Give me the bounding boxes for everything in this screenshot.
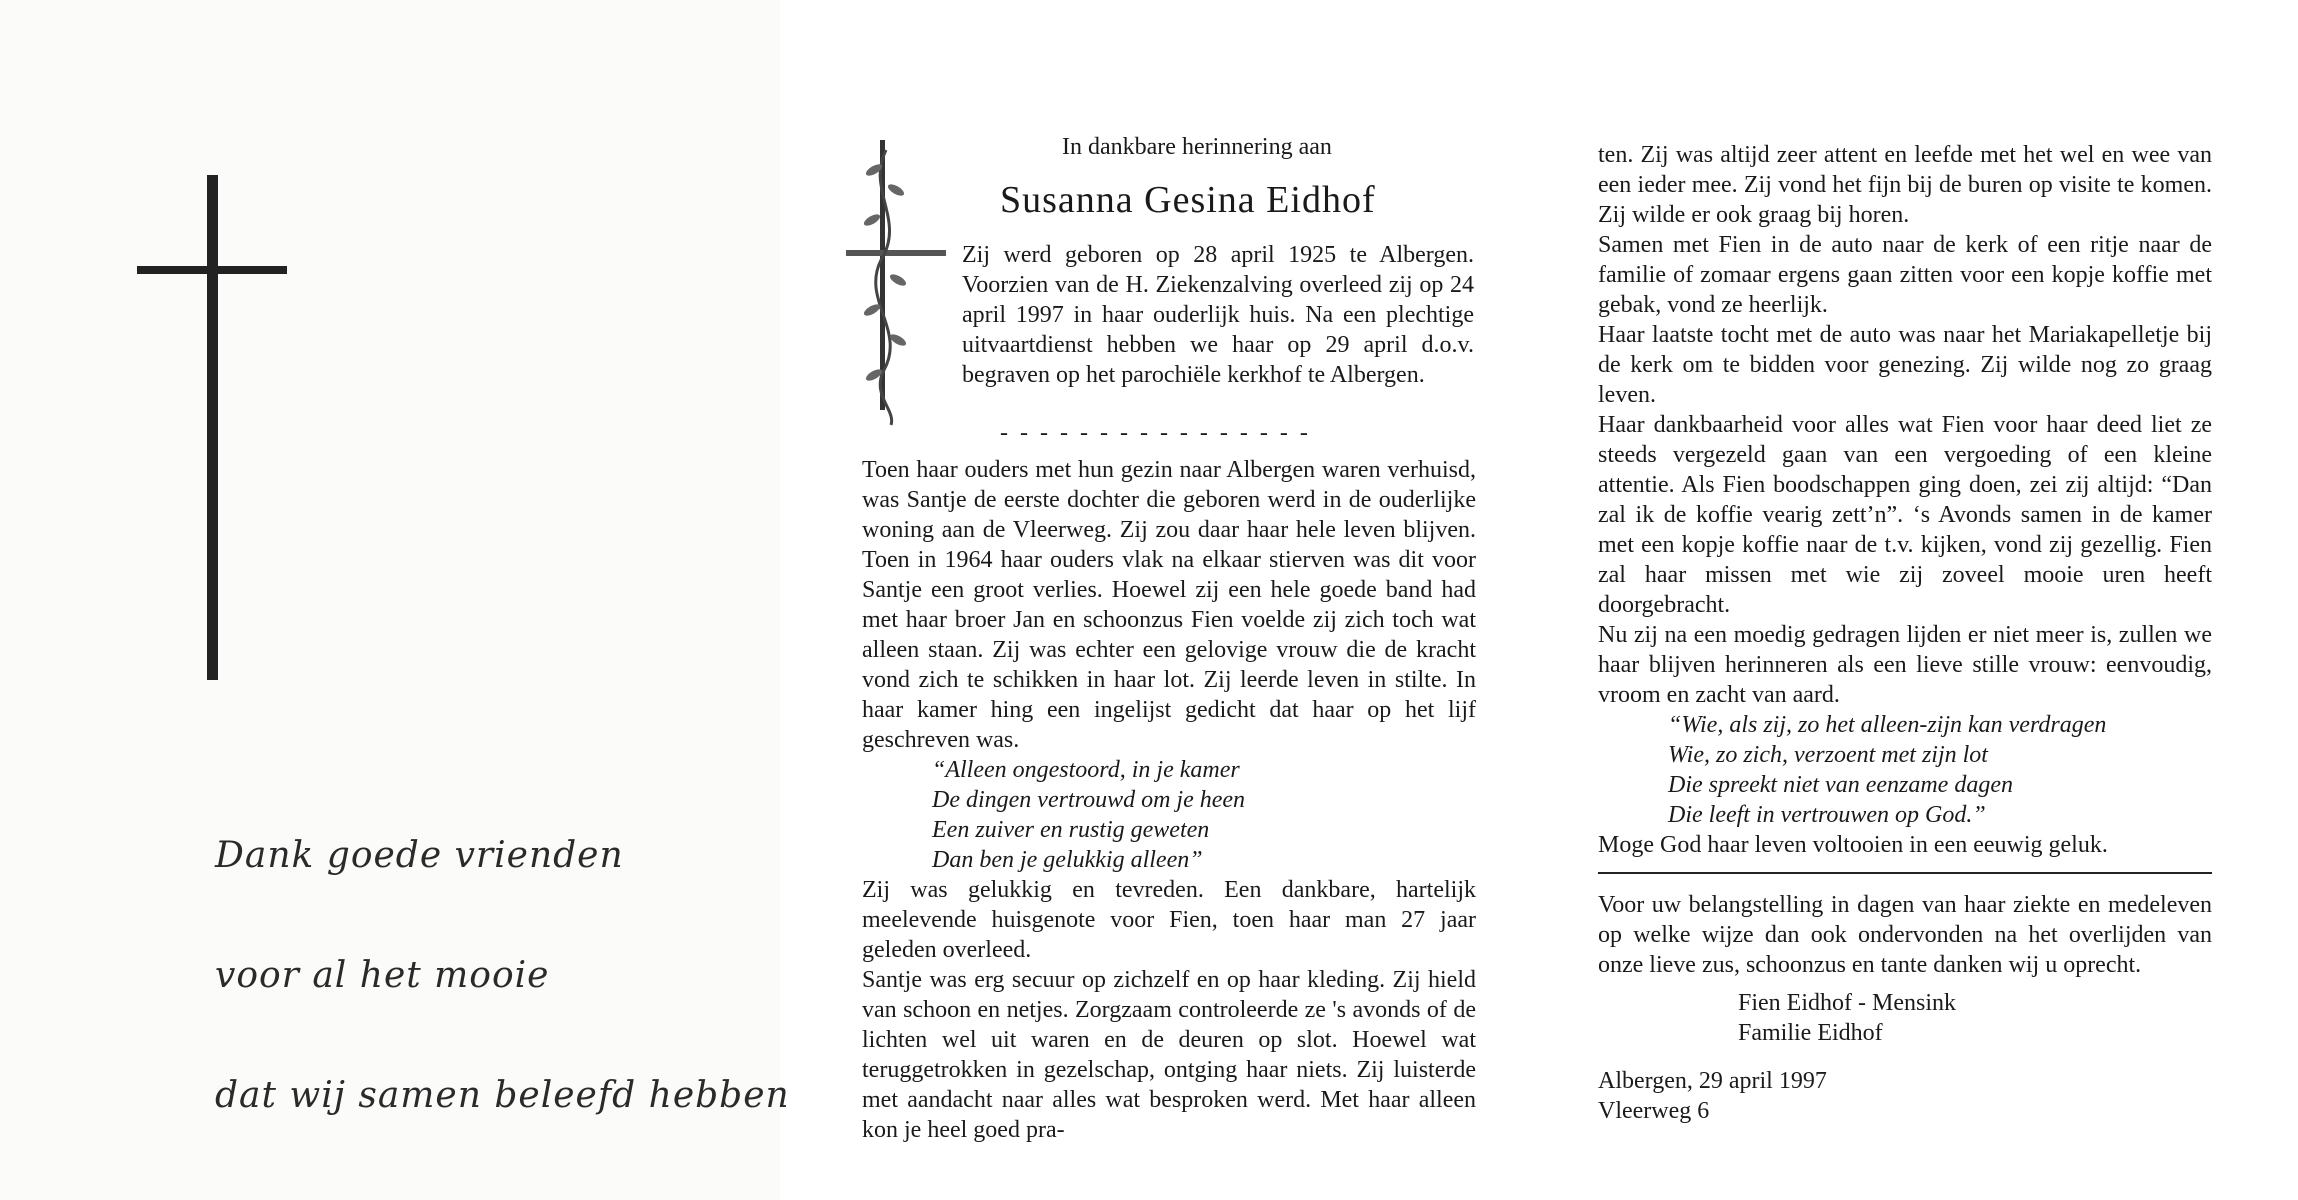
verse-line-1: Dank goede vrienden	[215, 835, 624, 876]
signer: Fien Eidhof - Mensink	[1738, 990, 1956, 1016]
address: Vleerweg 6	[1598, 1098, 1710, 1124]
poem	[932, 755, 1476, 875]
cross-with-palm-icon	[836, 130, 946, 430]
paragraph: ten. Zij was altijd zeer attent en leefde met het wel en wee van een ieder mee. Zij vond het fijn bij de buren op visite te komen. Zij wilde er ook graag bij horen.	[1598, 142, 2212, 228]
poem-line: Die leeft in vertrouwen op God.”	[1668, 802, 1986, 828]
deceased-name: Susanna Gesina Eidhof	[1000, 179, 1376, 221]
signer: Familie Eidhof	[1738, 1020, 1883, 1046]
dashed-divider: - - - - - - - - - - - - - - - -	[1000, 420, 1311, 446]
closing	[1598, 1066, 2212, 1126]
poem-line: Wie, zo zich, verzoent met zijn lot	[1668, 742, 1988, 768]
horizontal-rule	[1598, 872, 2212, 874]
paragraph: Toen haar ouders met hun gezin naar Albergen waren verhuisd, was Santje de eerste dochter die geboren werd in de ouderlijke woning aan de Vleerweg. Zij zou daar haar hele leven blijven. Toen in 1964 haar ouders vlak na elkaar stierven was dit voor Santje een groot verlies. Hoewel zij een hele goede band had met haar broer Jan en schoonzus Fien voelde zij zich toch wat alleen staan. Zij was echter een gelovige vrouw die de kracht vond zich te schikken in haar lot. Zij leerde leven in stilte. In haar kamer hing een ingelijst gedicht dat haar op het lijf geschreven was.	[862, 457, 1476, 753]
poem-line: Een zuiver en rustig geweten	[932, 817, 1210, 843]
paragraph: Samen met Fien in de auto naar de kerk of een ritje naar de familie of zomaar ergens gaan zitten voor een kopje koffie met gebak, vond ze heerlijk.	[1598, 232, 2212, 318]
signers	[1738, 988, 2212, 1048]
middle-body	[862, 455, 1476, 1145]
paragraph: Haar dankbaarheid voor alles wat Fien voor haar deed liet ze steeds vergezeld gaan van een vergoeding of een kleine attentie. Als Fien boodschappen ging doen, zei zij altijd: “Dan zal ik de koffie vearig zett’n”. ‘s Avonds samen in de kamer met een kopje koffie naar de t.v. kijken, vond zij gezellig. Fien zal haar missen met wie zij zoveel mooie uren heeft doorgebracht.	[1598, 412, 2212, 618]
thanks-paragraph: Voor uw belangstelling in dagen van haar ziekte en medeleven op welke wijze dan ook ondervonden na het overlijden van onze lieve zus, schoonzus en tante danken wij u oprecht.	[1598, 892, 2212, 978]
poem-line: “Alleen ongestoord, in je kamer	[932, 757, 1240, 783]
left-panel	[0, 0, 780, 1200]
verse-line-3: dat wij samen beleefd hebben	[215, 1075, 790, 1116]
paragraph: Zij was gelukkig en tevreden. Een dankbare, hartelijk meelevende huisgenote voor Fien, toen haar man 27 jaar geleden overleed.	[862, 877, 1476, 963]
prayer-line: Moge God haar leven voltooien in een eeuwig geluk.	[1598, 832, 2108, 858]
birth-death-text: Zij werd geboren op 28 april 1925 te Albergen. Voorzien van de H. Ziekenzalving overleed zij op 24 april 1997 in haar ouderlijk huis. Na een plechtige uitvaartdienst hebben we haar op 29 april d.o.v. begraven op het parochiële kerkhof te Albergen.	[962, 242, 1474, 388]
poem-line: Dan ben je gelukkig alleen”	[932, 847, 1203, 873]
poem-line: Die spreekt niet van eenzame dagen	[1668, 772, 2013, 798]
paragraph: Nu zij na een moedig gedragen lijden er niet meer is, zullen we haar blijven herinneren als een lieve stille vrouw: eenvoudig, vroom en zacht van aard.	[1598, 622, 2212, 708]
paragraph: Haar laatste tocht met de auto was naar het Mariakapelletje bij de kerk om te bidden voor genezing. Zij wilde nog zo graag leven.	[1598, 322, 2212, 408]
paragraph: Santje was erg secuur op zichzelf en op haar kleding. Zij hield van schoon en netjes. Zorgzaam controleerde ze 's avonds of de lichten wel uit waren en de deuren op slot. Hoewel wat teruggetrokken in gezelschap, ontging haar niets. Zij luisterde met aandacht naar alles wat besproken werd. Met haar alleen kon je heel goed pra-	[862, 967, 1476, 1143]
right-body	[1598, 140, 2212, 1126]
cross-crossbar	[137, 266, 287, 274]
place-date: Albergen, 29 april 1997	[1598, 1068, 1827, 1094]
cross-icon	[207, 175, 218, 680]
intro-line: In dankbare herinnering aan	[1062, 134, 1332, 160]
poem-line: De dingen vertrouwd om je heen	[932, 787, 1246, 813]
poem	[1668, 710, 2212, 830]
poem-line: “Wie, als zij, zo het alleen-zijn kan verdragen	[1668, 712, 2107, 738]
verse-line-2: voor al het mooie	[215, 955, 550, 996]
